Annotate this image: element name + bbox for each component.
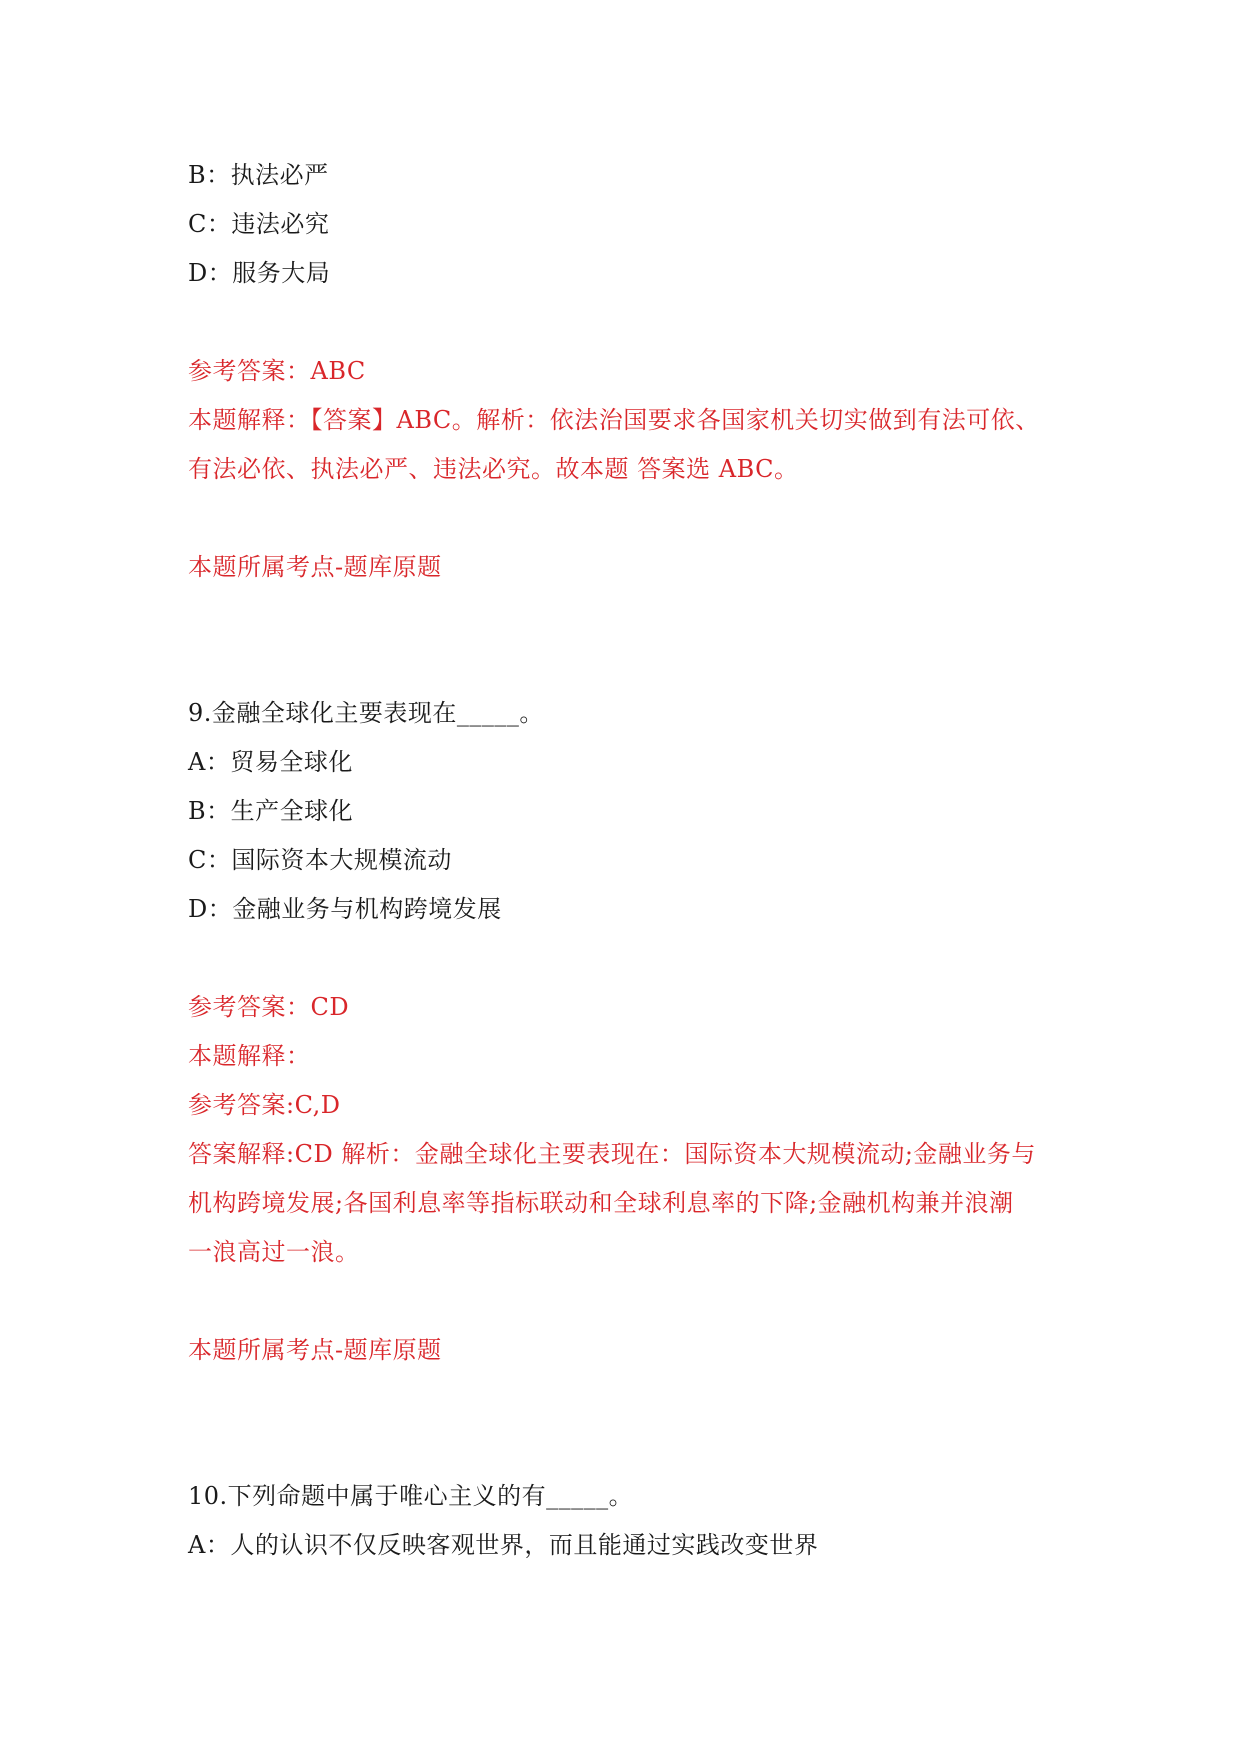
q8-option-b: B：执法必严: [188, 161, 329, 189]
q8-explanation-line-1: 本题解释：【答案】ABC。解析：依法治国要求各国家机关切实做到有法可依、: [188, 406, 1040, 434]
q8-option-c: C：违法必究: [188, 210, 330, 238]
q9-explanation-line-3: 一浪高过一浪。: [188, 1238, 360, 1266]
q8-answer: 参考答案：ABC: [188, 357, 366, 385]
q9-option-b: B：生产全球化: [188, 797, 354, 825]
q10-option-a: A：人的认识不仅反映客观世界，而且能通过实践改变世界: [188, 1531, 819, 1559]
q9-answer: 参考答案：CD: [188, 993, 350, 1021]
q10-question: 10.下列命题中属于唯心主义的有_____。: [188, 1482, 634, 1510]
q9-explanation-line-2: 机构跨境发展;各国利息率等指标联动和全球利息率的下降;金融机构兼并浪潮: [188, 1189, 1014, 1217]
q9-explanation-label: 本题解释：: [188, 1042, 311, 1070]
q9-question: 9.金融全球化主要表现在_____。: [188, 699, 544, 727]
q8-explanation-line-2: 有法必依、执法必严、违法必究。故本题 答案选 ABC。: [188, 455, 799, 483]
q9-topic: 本题所属考点-题库原题: [188, 1336, 442, 1364]
q9-option-c: C：国际资本大规模流动: [188, 846, 452, 874]
q8-option-d: D：服务大局: [188, 259, 331, 287]
q9-option-a: A：贸易全球化: [188, 748, 353, 776]
q9-option-d: D：金融业务与机构跨境发展: [188, 895, 502, 923]
q8-topic: 本题所属考点-题库原题: [188, 553, 442, 581]
q9-explanation-line-1: 答案解释:CD 解析：金融全球化主要表现在：国际资本大规模流动;金融业务与: [188, 1140, 1036, 1168]
q9-answer-2: 参考答案:C,D: [188, 1091, 341, 1119]
